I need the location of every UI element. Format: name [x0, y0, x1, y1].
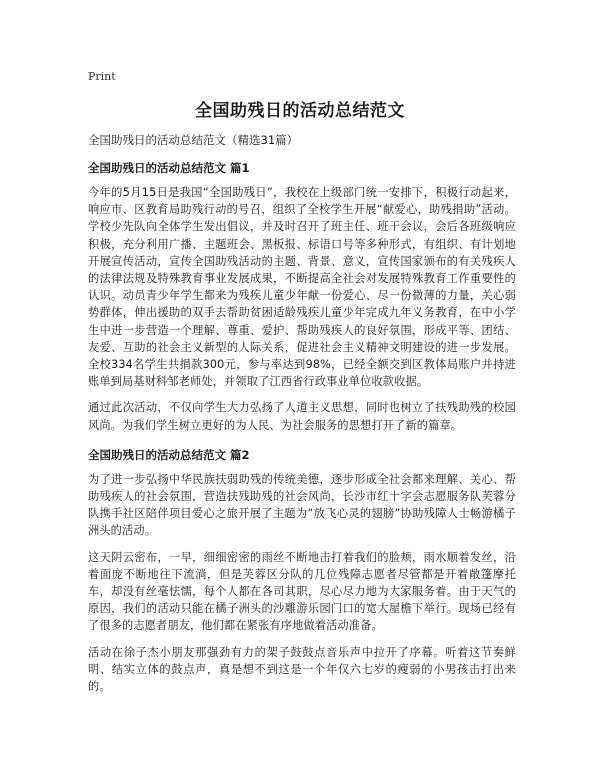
paragraph: 今年的5月15日是我国“全国助残日”，我校在上级部门统一安排下，积极行动起来，响应市、区教育局助残行动的号召，组织了全校学生开展“献爱心，助残捐助”活动。学校少先队向全体学生发出倡议，并及时召开了班主任、班干会议，会后各班级响应积极，充分利用广播、主题班会、黑板报、标语口号等多种形式，有组织、有计划地开展宣传活动，宣传全国助残活动的主题、背景、意义，宣传国家颁布的有关残疾人的法律法规及特殊教育事业发展成果，不断提高全社会对发展特殊教育工作重要性的认识。动员青少年学生都来为残疾儿童少年献一份爱心、尽一份微薄的力量，关心弱势群体，伸出援助的双手去帮助贫困适龄残疾儿童少年完成九年义务教育，在中小学生中进一步营造一个理解、尊重、爱护、帮助残疾人的良好氛围，形成平等、团结、友爱、互助的社会主义新型的人际关系，促进社会主义精神文明建设的进一步发展。全校334名学生共捐款300元，参与率达到98%，已经全额交到区教体局账户并持进账单到局基财科邹老师处，并领取了江西省行政事业单位收款收据。 [88, 186, 516, 389]
paragraph: 这天阴云密布，一早，细细密密的雨丝不断地击打着我们的脸颊，雨水顺着发丝，沿着面庞不断地往下流淌，但是芙蓉区分队的几位残障志愿者尽管都是开着敞篷摩托车，却没有丝毫怯懦，每个人都在各司其职，尽心尽力地为大家服务着。由于天气的原因，我们的活动只能在橘子洲头的沙雕游乐园门口的宽大屋檐下举行。现场已经有了很多的志愿者朋友，他们都在紧张有序地做着活动准备。 [88, 550, 516, 633]
article-body [88, 160, 516, 704]
section-heading: 全国助残日的活动总结范文 篇1 [88, 161, 250, 175]
paragraph: 活动在徐子杰小朋友那强劲有力的架子鼓鼓点音乐声中拉开了序幕。听着这节奏鲜明、结实立体的鼓点声，真是想不到这是一个年仅六七岁的瘦弱的小男孩击打出来的。 [88, 645, 516, 694]
paragraph: 为了进一步弘扬中华民族扶弱助残的传统美德，逐步形成全社会都来理解、关心、帮助残疾人的社会氛围，营造扶残助残的社会风尚，长沙市红十字会志愿服务队芙蓉分队携手社区陪伴项目爱心之旅开展了主题为“放飞心灵的翅膀”协助残障人士畅游橘子洲头的活动。 [88, 472, 516, 538]
paragraph: 通过此次活动，不仅向学生大力弘扬了人道主义思想，同时也树立了扶残助残的校园风尚。为我们学生树立更好的为人民、为社会服务的思想打开了新的篇章。 [88, 401, 516, 432]
section-heading: 全国助残日的活动总结范文 篇2 [88, 447, 250, 462]
subtitle: 全国助残日的活动总结范文（精选31篇） [88, 133, 299, 147]
print-link[interactable]: Print [88, 70, 116, 83]
page-title: 全国助残日的活动总结范文 [195, 101, 405, 121]
